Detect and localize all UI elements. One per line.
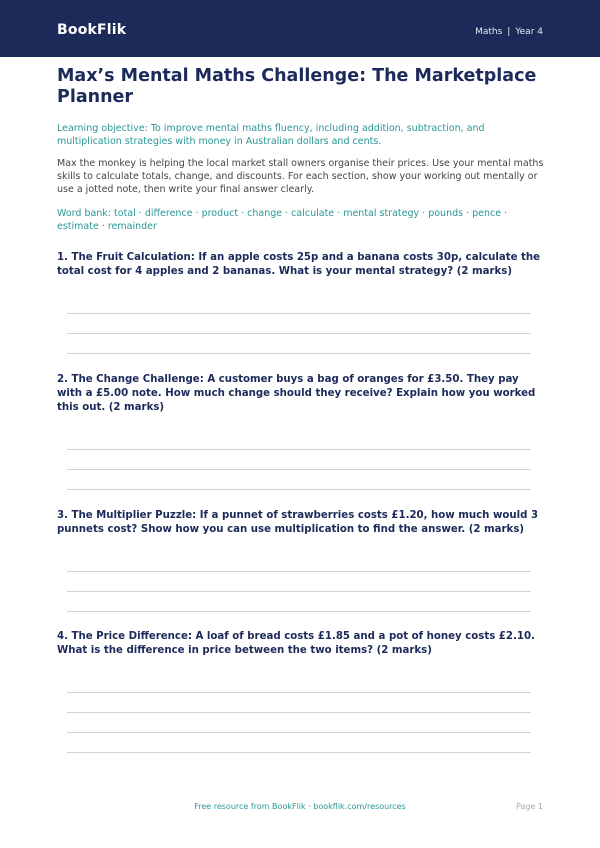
intro-text: Max the monkey is helping the local market stall owners organise their prices. Use your mental maths skills to calculate totals, change, and discounts. For each section, show your working out mentally or use a jotted note, then write your final answer clearly. (57, 158, 544, 195)
answer-line (67, 313, 531, 314)
subject-year (475, 27, 543, 37)
year-label: Year 4 (515, 27, 543, 37)
meta-separator: | (507, 27, 511, 37)
answer-line (67, 591, 531, 592)
answer-line (67, 752, 531, 753)
answer-line (67, 732, 531, 733)
answer-line (67, 353, 531, 354)
question-4: 4. The Price Difference: A loaf of bread costs £1.85 and a pot of honey costs £2.10. What is the difference in price between the two items? (2 marks) (57, 631, 535, 656)
answer-line (67, 692, 531, 693)
question-1: 1. The Fruit Calculation: If an apple costs 25p and a banana costs 30p, calculate the total cost for 4 apples and 2 bananas. What is your mental strategy? (2 marks) (57, 252, 541, 277)
learning-objective: Learning objective: To improve mental maths fluency, including addition, subtraction, and multiplication strategies with money in Australian dollars and cents. (57, 123, 485, 147)
answer-line (67, 489, 531, 490)
answer-line (67, 571, 531, 572)
page-number: Page 1 (516, 802, 543, 811)
answer-line (67, 449, 531, 450)
footer-resource (0, 802, 600, 811)
brand-logo: BookFlik (57, 22, 127, 38)
answer-line (67, 712, 531, 713)
answer-line (67, 333, 531, 334)
question-3: 3. The Multiplier Puzzle: If a punnet of strawberries costs £1.20, how much would 3 punnets cost? Show how you can use multiplication to find the answer. (2 marks) (57, 510, 539, 535)
worksheet-title: Max’s Mental Maths Challenge: The Marketplace Planner (57, 66, 537, 107)
header-bar (0, 0, 600, 57)
question-2: 2. The Change Challenge: A customer buys a bag of oranges for £3.50. They pay with a £5.00 note. How much change should they receive? Explain how you worked this out. (2 marks) (57, 374, 536, 413)
subject-label: Maths (475, 27, 503, 37)
footer-link[interactable]: Free resource from BookFlik · bookflik.com/resources (194, 802, 406, 811)
answer-line (67, 611, 531, 612)
word-bank: Word bank: total · difference · product · change · calculate · mental strategy · pounds · pence · estimate · remainder (57, 208, 508, 232)
answer-line (67, 469, 531, 470)
